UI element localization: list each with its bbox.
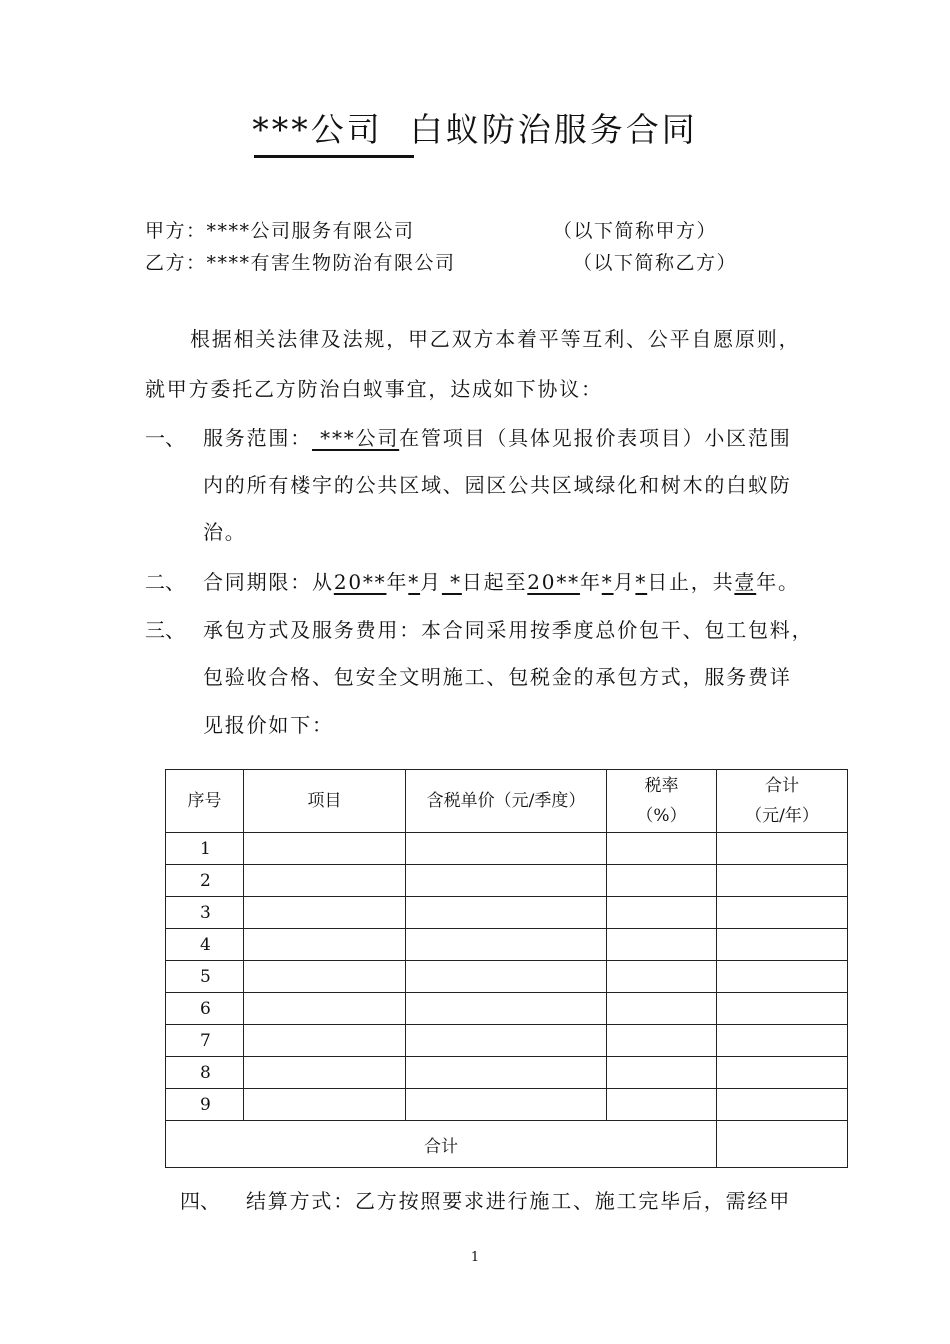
table-row	[166, 1089, 848, 1121]
clause-3-line-2: 包验收合格、包安全文明施工、包税金的承包方式，服务费详	[203, 665, 792, 689]
cell-seq: 5	[166, 961, 244, 993]
cell-item	[244, 961, 406, 993]
header-item: 项目	[244, 770, 406, 833]
cell-item	[244, 897, 406, 929]
cell-total	[717, 929, 848, 961]
clause-1-suffix: 在管项目（具体见报价表项目）小区范围	[399, 426, 792, 450]
clause-1-company: ***公司	[312, 426, 400, 450]
table-row	[166, 833, 848, 865]
cell-total	[717, 833, 848, 865]
cell-unit-price	[406, 865, 607, 897]
cell-tax-rate	[607, 929, 717, 961]
cell-tax-rate	[607, 993, 717, 1025]
table-row	[166, 993, 848, 1025]
clause-2-number: 二、	[145, 570, 185, 594]
cell-tax-rate	[607, 865, 717, 897]
cell-seq: 6	[166, 993, 244, 1025]
start-month: *	[408, 570, 421, 594]
cell-item	[244, 1057, 406, 1089]
day-end-text: 日止，共	[647, 570, 735, 594]
party-b-name: ****有害生物防治有限公司	[206, 252, 456, 274]
term-end-text: 年。	[756, 570, 800, 594]
clause-1-prefix: 服务范围：	[203, 426, 312, 450]
cell-item	[244, 1025, 406, 1057]
party-a-line	[145, 216, 415, 243]
cell-unit-price	[406, 1057, 607, 1089]
party-a-label: 甲方：	[145, 220, 207, 242]
cell-unit-price	[406, 1025, 607, 1057]
cell-item	[244, 865, 406, 897]
cell-unit-price	[406, 993, 607, 1025]
cell-tax-rate	[607, 1057, 717, 1089]
table-total-row	[166, 1121, 848, 1168]
intro-line-2: 就甲方委托乙方防治白蚁事宜，达成如下协议：	[145, 377, 603, 401]
month-char: 月	[420, 570, 442, 594]
quotation-table	[165, 769, 848, 1168]
header-total-line-1: 合计	[765, 776, 799, 796]
clause-3-number: 三、	[145, 618, 185, 642]
cell-seq: 9	[166, 1089, 244, 1121]
cell-item	[244, 833, 406, 865]
start-day: *	[441, 570, 462, 594]
party-b-alias: （以下简称乙方）	[573, 252, 738, 274]
cell-unit-price	[406, 929, 607, 961]
end-year: 20**	[527, 570, 580, 594]
table-row	[166, 1057, 848, 1089]
clause-2-prefix: 合同期限：从	[203, 570, 334, 594]
header-seq: 序号	[166, 770, 244, 833]
header-tax-rate	[607, 770, 717, 833]
party-a-name: ****公司服务有限公司	[206, 220, 415, 242]
cell-total	[717, 897, 848, 929]
cell-unit-price	[406, 1089, 607, 1121]
table-row	[166, 929, 848, 961]
cell-tax-rate	[607, 1089, 717, 1121]
cell-seq: 4	[166, 929, 244, 961]
end-day: *	[635, 570, 648, 594]
cell-total	[717, 865, 848, 897]
end-month: *	[601, 570, 614, 594]
clause-1-line-2: 内的所有楼宇的公共区域、园区公共区域绿化和树木的白蚁防	[203, 473, 792, 497]
cell-seq: 3	[166, 897, 244, 929]
cell-total	[717, 993, 848, 1025]
page-number: 1	[470, 1250, 480, 1265]
year-char: 年	[579, 570, 602, 594]
cell-tax-rate	[607, 1025, 717, 1057]
cell-total	[717, 1089, 848, 1121]
party-a-alias: （以下简称甲方）	[553, 220, 718, 242]
intro-line-1: 根据相关法律及法规，甲乙双方本着平等互利、公平自愿原则，	[190, 327, 801, 351]
header-tax-rate-line-2: （%）	[636, 806, 687, 826]
clause-1-number: 一、	[145, 426, 185, 450]
cell-item	[244, 1089, 406, 1121]
party-b-label: 乙方：	[145, 252, 207, 274]
title-underline	[254, 155, 414, 158]
header-unit-price: 含税单价（元/季度）	[406, 770, 607, 833]
cell-total	[717, 1057, 848, 1089]
contract-term: 壹	[734, 570, 757, 594]
header-total-line-2: （元/年）	[745, 806, 819, 826]
header-total	[717, 770, 848, 833]
cell-unit-price	[406, 897, 607, 929]
cell-seq: 1	[166, 833, 244, 865]
year-char: 年	[386, 570, 409, 594]
clause-4-line-1: 结算方式：乙方按照要求进行施工、施工完毕后，需经甲	[246, 1189, 791, 1213]
cell-unit-price	[406, 833, 607, 865]
cell-seq: 8	[166, 1057, 244, 1089]
clause-1-line-1	[203, 422, 792, 451]
cell-item	[244, 993, 406, 1025]
cell-tax-rate	[607, 961, 717, 993]
clause-3-line-3: 见报价如下：	[203, 713, 334, 737]
cell-tax-rate	[607, 833, 717, 865]
cell-unit-price	[406, 961, 607, 993]
start-year: 20**	[333, 570, 387, 594]
cell-item	[244, 929, 406, 961]
table-row	[166, 865, 848, 897]
day-start-text: 日起至	[461, 570, 528, 594]
table-row	[166, 961, 848, 993]
cell-total	[717, 1025, 848, 1057]
total-label: 合计	[166, 1121, 717, 1168]
cell-seq: 7	[166, 1025, 244, 1057]
party-b-line	[145, 248, 456, 275]
table-row	[166, 1025, 848, 1057]
clause-1-line-3: 治。	[203, 520, 247, 544]
table-header-row	[166, 770, 848, 833]
table-row	[166, 897, 848, 929]
clause-2-line	[203, 566, 800, 595]
document-title: ***公司 白蚁防治服务合同	[252, 110, 698, 149]
clause-3-line-1: 承包方式及服务费用：本合同采用按季度总价包干、包工包料，	[203, 618, 814, 642]
cell-seq: 2	[166, 865, 244, 897]
header-tax-rate-line-1: 税率	[644, 776, 679, 796]
clause-4-number: 四、	[180, 1189, 220, 1213]
month-char: 月	[613, 570, 636, 594]
cell-tax-rate	[607, 897, 717, 929]
cell-total	[717, 961, 848, 993]
total-value	[717, 1121, 848, 1168]
